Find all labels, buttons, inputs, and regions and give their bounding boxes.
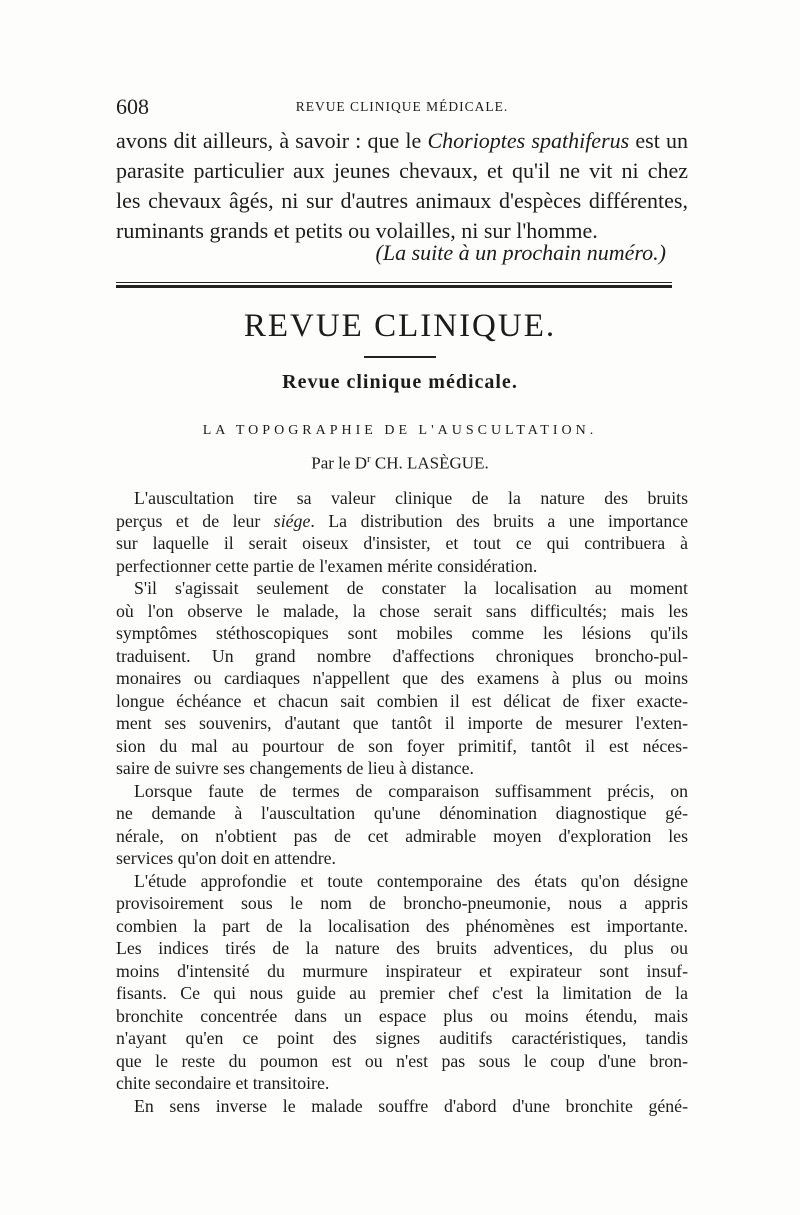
body-line: Lorsque faute de termes de comparaison suffisamment précis, on (134, 780, 688, 801)
article-title: LA TOPOGRAPHIE DE L'AUSCULTATION. (202, 423, 598, 438)
title-underline (364, 356, 436, 358)
body-line: monaires ou cardiaques n'appellent que des examens à plus ou moins (116, 668, 688, 688)
body-line: nérale, on n'obtient pas de cet admirable moyen d'exploration les (116, 825, 688, 846)
body-line: ne demande à l'auscultation qu'une dénomination diagnostique gé- (116, 803, 688, 823)
section-title: REVUE CLINIQUE. (243, 308, 557, 344)
body-line: fisants. Ce qui nous guide au premier chef c'est la limitation de la (116, 983, 688, 1003)
body-line: provisoirement sous le nom de broncho-pneumonie, nous a appris (116, 893, 688, 913)
body-line: L'auscultation tire sa valeur clinique de la nature des bruits (134, 488, 688, 508)
intro-line: avons dit ailleurs, à savoir : que le Chorioptes spathiferus est un (116, 128, 688, 153)
intro-line: les chevaux âgés, ni sur d'autres animaux d'espèces différentes, (116, 188, 688, 213)
author-line: Par le $D^r$ CH. LASÈGUE. (311, 453, 489, 473)
body-line: S'il s'agissait seulement de constater la localisation au moment (134, 578, 688, 598)
body-line: sion du mal au pourtour de son foyer primitif, tantôt il est néces- (116, 735, 688, 756)
page-number: 608 (116, 94, 149, 119)
section-rule-bottom (116, 285, 672, 288)
body-line: Les indices tirés de la nature des bruits adventices, du plus ou (116, 938, 688, 958)
body-line: longue échéance et chacun sait combien il est délicat de fixer exacte- (116, 690, 688, 711)
body-line: services qu'on doit en attendre. (116, 848, 336, 868)
body-line: que le reste du poumon est ou n'est pas sous le coup d'une bron- (116, 1050, 688, 1071)
body-line: sur laquelle il serait oiseux d'insister, et tout ce qui contribuera à (116, 533, 688, 553)
rubric-title: Revue clinique médicale. (282, 371, 518, 393)
body-line: symptômes stéthoscopiques sont mobiles comme les lésions qu'ils (116, 623, 688, 643)
body-line: n'ayant qu'en ce point des signes auditifs caractéristiques, tandis (116, 1028, 688, 1048)
body-line: perfectionner cette partie de l'examen mérite considération. (116, 555, 538, 576)
body-line: traduisent. Un grand nombre d'affections chroniques broncho-pul- (116, 645, 688, 666)
body-line: où l'on observe le malade, la chose serait sans difficultés; mais les (116, 600, 688, 621)
body-line: En sens inverse le malade souffre d'abord d'une bronchite géné- (134, 1095, 688, 1116)
section-rule-top (116, 282, 672, 283)
to-be-continued: (La suite à un prochain numéro.) (375, 240, 666, 265)
body-line: chite secondaire et transitoire. (116, 1073, 330, 1093)
running-head (116, 94, 688, 120)
body-line: saire de suivre ses changements de lieu à distance. (116, 758, 474, 778)
intro-line: ruminants grands et petits ou volailles, ni sur l'homme. (116, 218, 598, 243)
intro-line: parasite particulier aux jeunes chevaux, et qu'il ne vit ni chez (116, 158, 688, 183)
body-line: combien la part de la localisation des phénomènes est importante. (116, 915, 688, 936)
body-line: L'étude approfondie et toute contemporaine des états qu'on désigne (134, 870, 688, 891)
body-line: bronchite concentrée dans un espace plus ou moins étendu, mais (116, 1005, 688, 1026)
body-line: moins d'intensité du murmure inspirateur et expirateur sont insuf- (116, 960, 688, 981)
running-title: REVUE CLINIQUE MÉDICALE. (295, 99, 509, 114)
body-line: perçus et de leur siége. La distribution des bruits a une importance (116, 510, 688, 531)
body-line: ment ses souvenirs, d'autant que tantôt il importe de mesurer l'exten- (116, 713, 688, 733)
